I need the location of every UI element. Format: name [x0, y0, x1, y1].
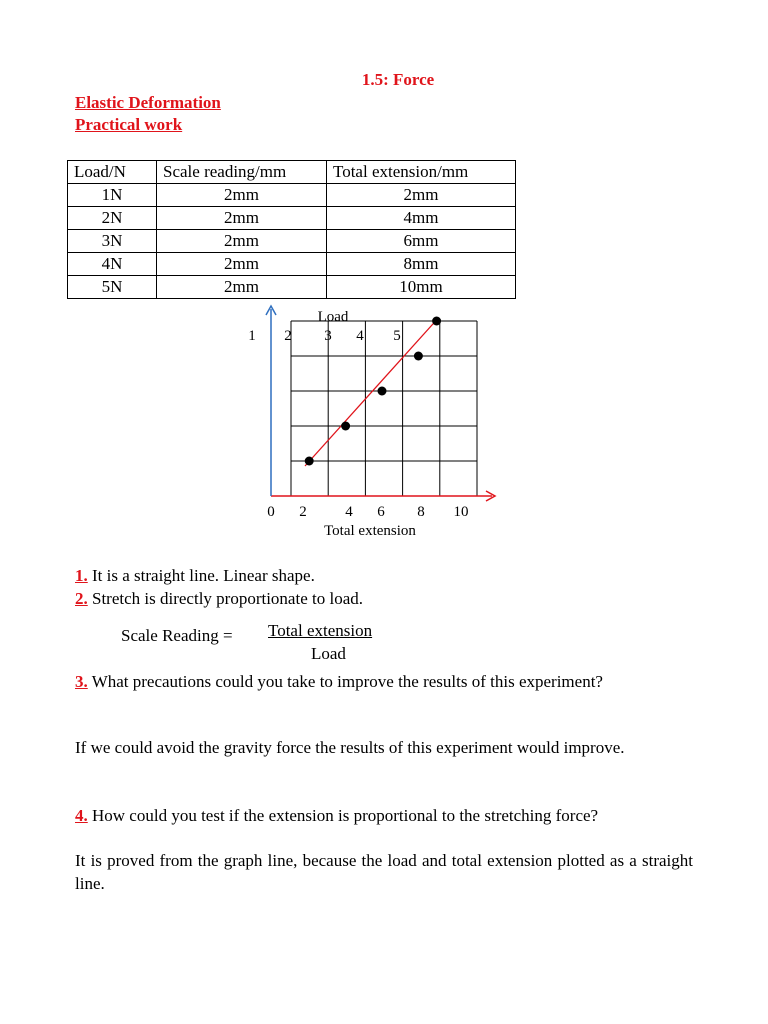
section-heading-elastic-deformation: Elastic Deformation — [75, 93, 221, 112]
x-tick-label: 6 — [377, 504, 385, 520]
question-3-number: 3. — [75, 672, 88, 691]
y-tick-label: 1 — [248, 328, 256, 344]
x-axis-label: Total extension — [324, 523, 416, 539]
formula-denominator: Load — [311, 644, 346, 663]
answer-2-number: 2. — [75, 589, 88, 608]
chart-grid — [291, 321, 477, 496]
column-header-total-extension: Total extension/mm — [327, 161, 516, 184]
x-tick-label: 0 — [267, 504, 275, 520]
data-point — [414, 352, 423, 361]
chart-labels — [248, 309, 468, 539]
x-tick-label: 4 — [345, 504, 353, 520]
data-point — [305, 457, 314, 466]
question-3 — [75, 670, 693, 693]
formula-lhs: Scale Reading = — [121, 626, 233, 645]
x-tick-label: 10 — [453, 504, 469, 520]
question-4 — [75, 804, 693, 827]
answer-2 — [75, 587, 693, 610]
table-cell: 2mm — [157, 230, 327, 253]
column-header-scale-reading: Scale reading/mm — [157, 161, 327, 184]
section-heading-practical-work: Practical work — [75, 115, 183, 134]
table-cell: 4mm — [327, 207, 516, 230]
chart-axes — [266, 306, 495, 501]
table-cell: 2mm — [157, 276, 327, 299]
data-point — [341, 422, 350, 431]
answer-3: If we could avoid the gravity force the results of this experiment would improve. — [75, 738, 625, 757]
y-tick-label: 4 — [356, 328, 364, 344]
table-cell: 10mm — [327, 276, 516, 299]
table-cell: 4N — [68, 253, 157, 276]
question-4-number: 4. — [75, 806, 88, 825]
y-tick-label: 5 — [393, 328, 401, 344]
data-point — [378, 387, 387, 396]
table-cell: 2mm — [327, 184, 516, 207]
y-axis-label: Load — [317, 309, 349, 325]
x-tick-label: 8 — [417, 504, 425, 520]
table-cell: 3N — [68, 230, 157, 253]
answer-2-text: Stretch is directly proportionate to load. — [87, 589, 363, 608]
page-title: 1.5: Force — [361, 70, 435, 89]
question-3-text: What precautions could you take to improve the results of this experiment? — [87, 672, 603, 691]
answer-4: It is proved from the graph line, because the load and total extension plotted as a straight line. — [75, 851, 693, 893]
answer-1 — [75, 564, 693, 587]
y-tick-label: 3 — [324, 328, 332, 344]
table-cell: 2mm — [157, 207, 327, 230]
table-cell: 2mm — [157, 253, 327, 276]
table-cell: 2N — [68, 207, 157, 230]
table-cell: 5N — [68, 276, 157, 299]
column-header-load: Load/N — [68, 161, 157, 184]
formula-numerator: Total extension — [268, 621, 373, 640]
x-tick-label: 2 — [299, 504, 307, 520]
question-4-text: How could you test if the extension is proportional to the stretching force? — [87, 806, 599, 825]
data-point — [432, 317, 441, 326]
table-cell: 6mm — [327, 230, 516, 253]
answer-1-number: 1. — [75, 566, 88, 585]
table-cell: 2mm — [157, 184, 327, 207]
y-tick-label: 2 — [284, 328, 292, 344]
table-cell: 1N — [68, 184, 157, 207]
answer-1-text: It is a straight line. Linear shape. — [87, 566, 315, 585]
table-cell: 8mm — [327, 253, 516, 276]
